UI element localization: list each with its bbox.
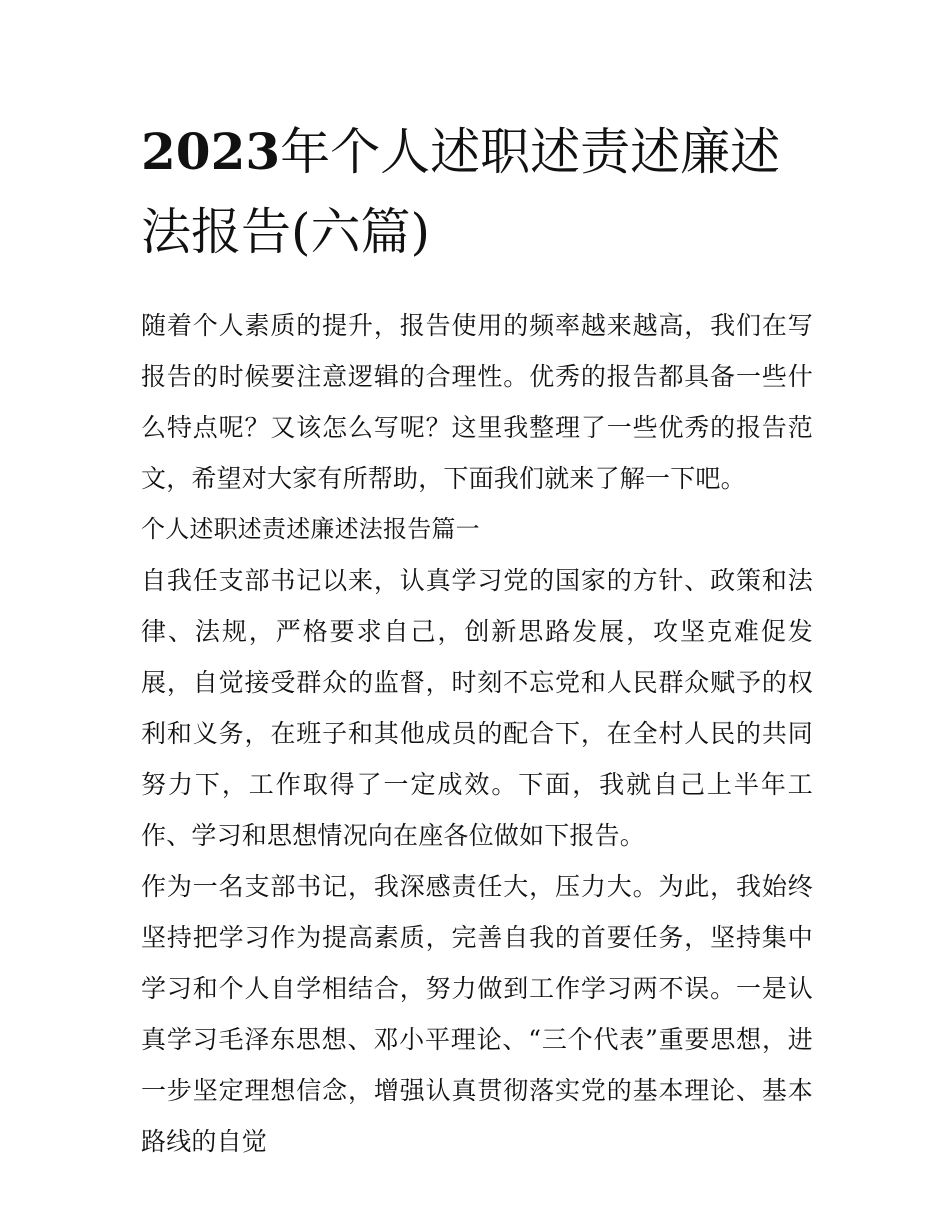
body-paragraph: 作为一名支部书记，我深感责任大，压力大。为此，我始终坚持把学习作为提高素质，完善自我的首要任务，坚持集中学习和个人自学相结合，努力做到工作学习两不误。一是认真学习毛泽东思想、邓小平理论、“三个代表”重要思想，进一步坚定理想信念，增强认真贯彻落实党的基本理论、基本路线的自觉 <box>141 872 813 1156</box>
title-year: 2023 <box>141 122 281 181</box>
body-paragraph: 自我任支部书记以来，认真学习党的国家的方针、政策和法律、法规，严格要求自己，创新思路发展，攻坚克难促发展，自觉接受群众的监督，时刻不忘党和人民群众赋予的权利和义务，在班子和其他成员的配合下，在全村人民的共同努力下，工作取得了一定成效。下面，我就自己上半年工作、学习和思想情况向在座各位做如下报告。 <box>141 566 813 850</box>
intro-paragraph: 随着个人素质的提升，报告使用的频率越来越高，我们在写报告的时候要注意逻辑的合理性。优秀的报告都具备一些什么特点呢？又该怎么写呢？这里我整理了一些优秀的报告范文，希望对大家有所帮助，下面我们就来了解一下吧。 <box>141 311 813 493</box>
section-heading: 个人述职述责述廉述法报告篇一 <box>141 515 480 543</box>
document-title <box>141 112 813 272</box>
document-body <box>141 112 813 1167</box>
title-text: 年个人述职述责述廉述法报告(六篇) <box>141 123 781 261</box>
